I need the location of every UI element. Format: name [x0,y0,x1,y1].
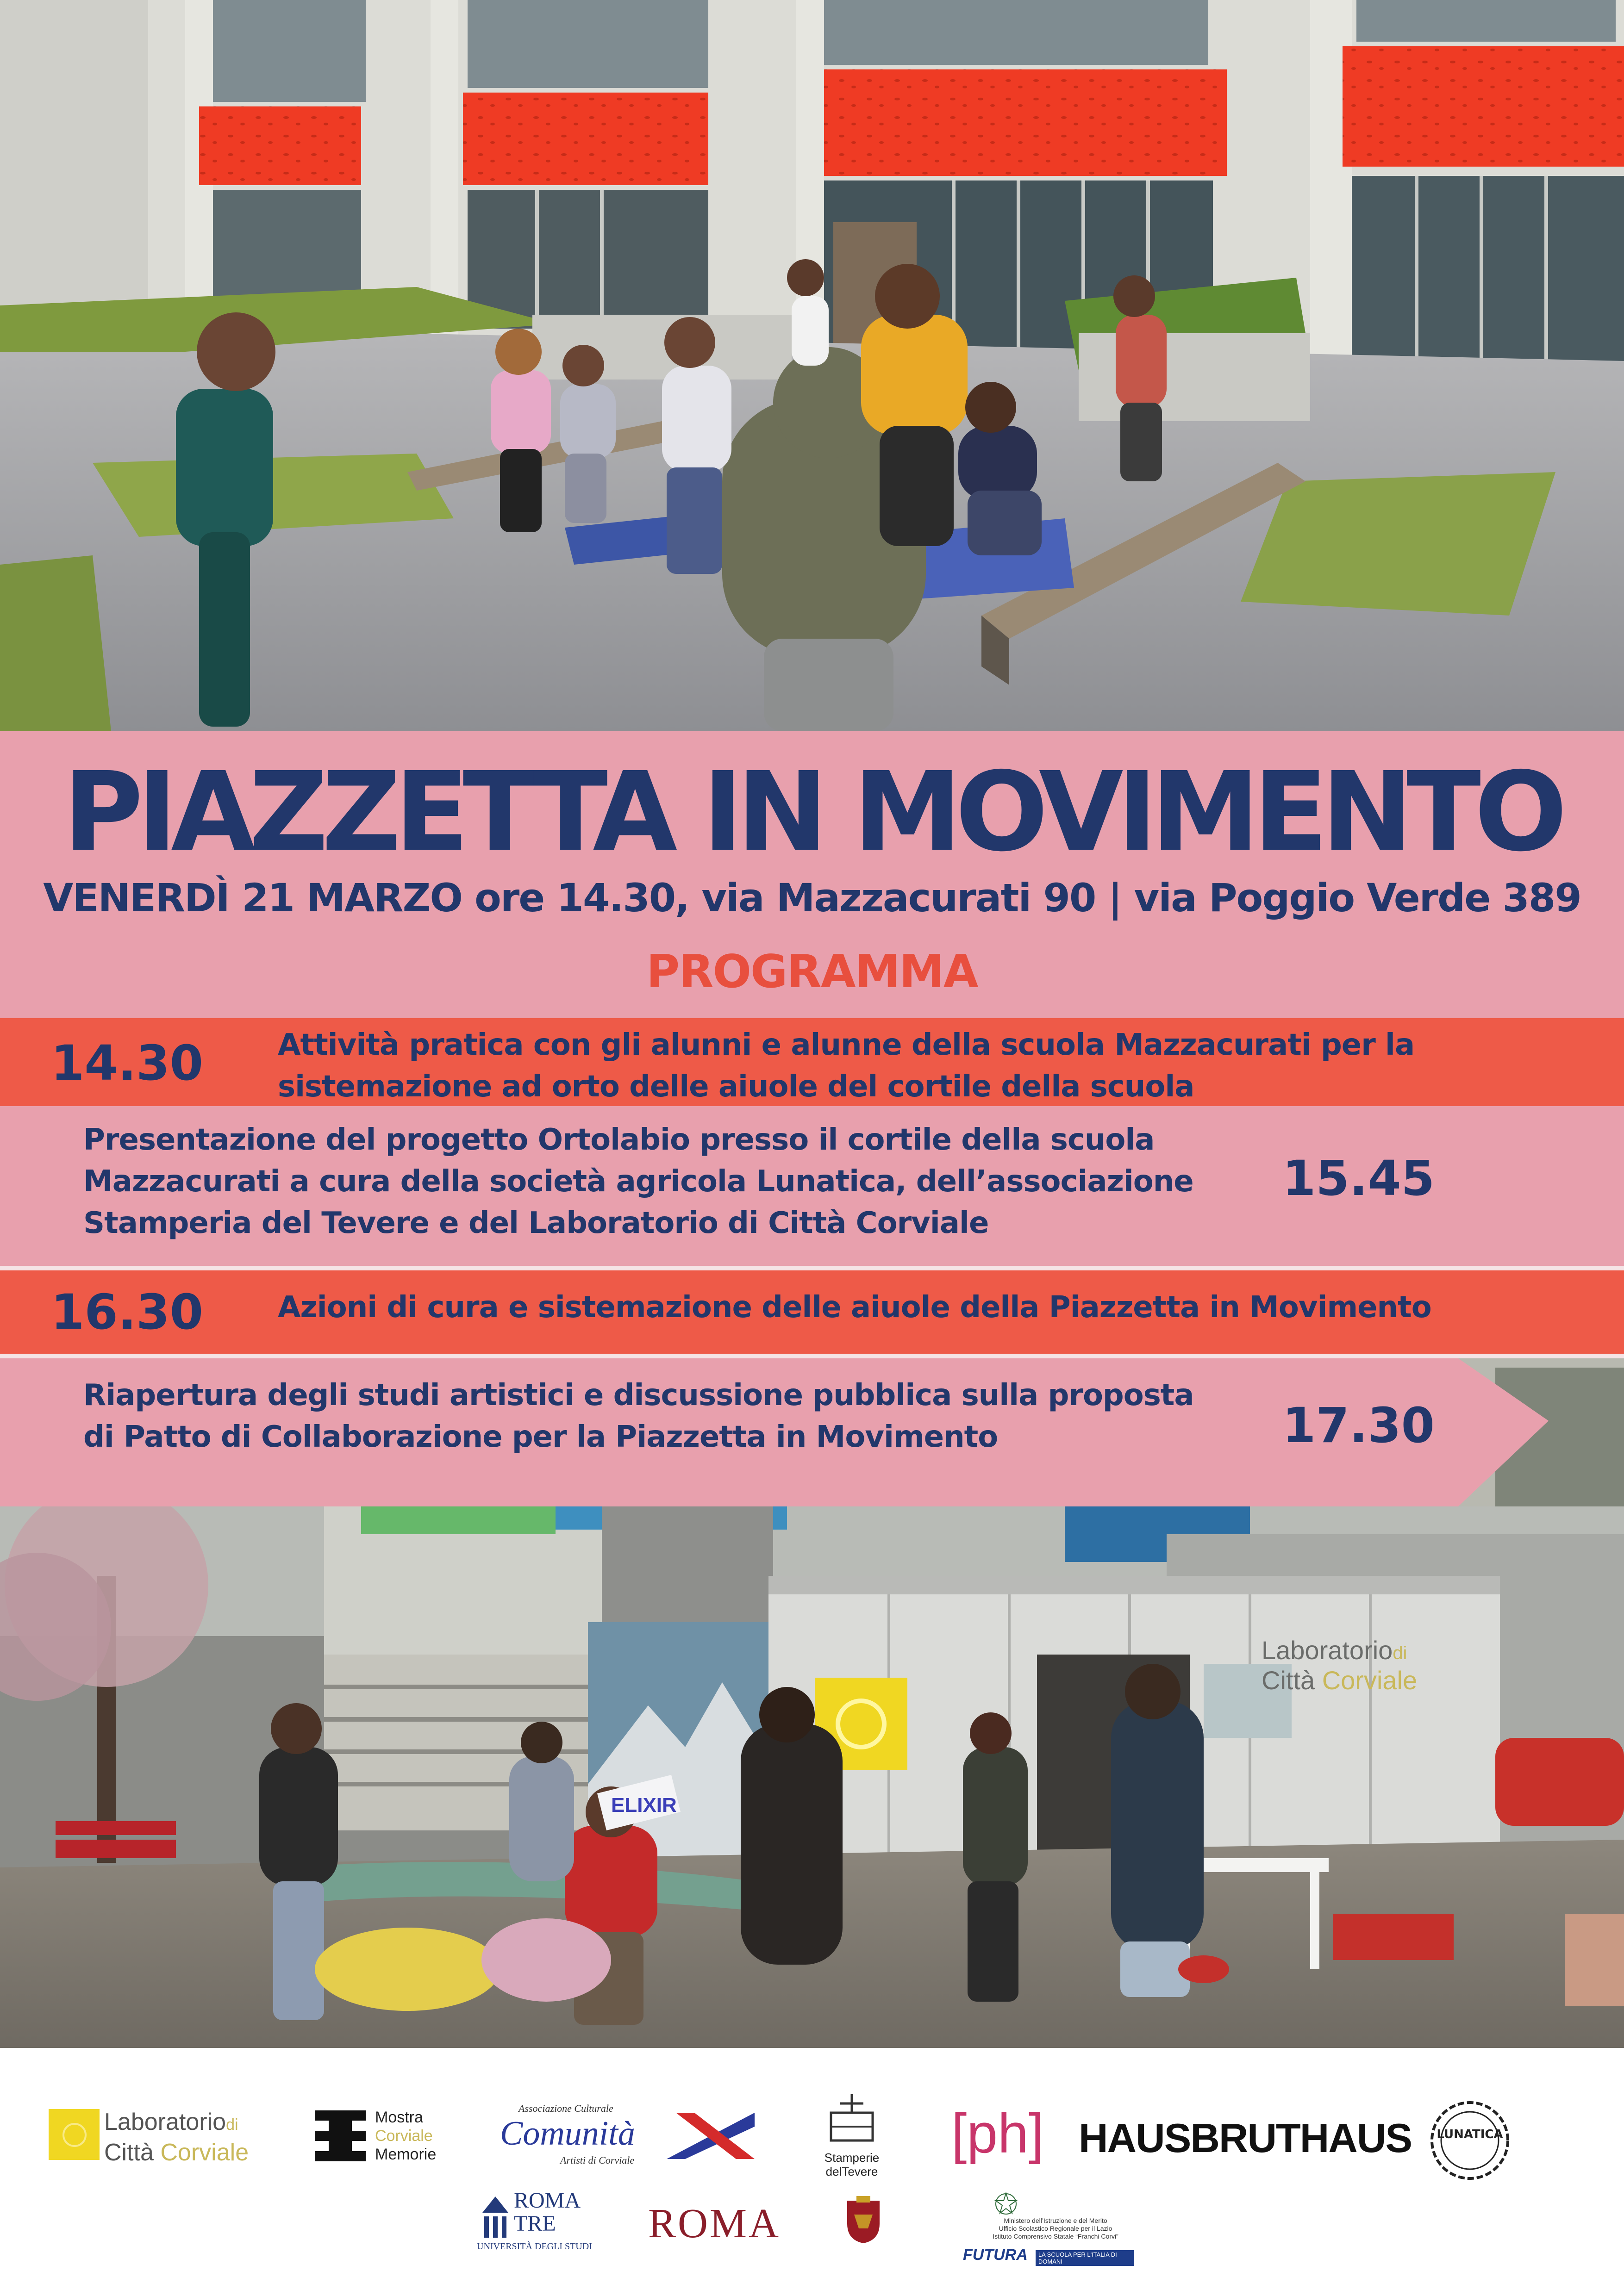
schoolyard-photo [0,0,1624,731]
romatre-logo: ROMA TRE [514,2188,581,2236]
ph-logo: [ph] [951,2103,1044,2165]
schedule-time: 16.30 [51,1284,203,1340]
bottom-photo [0,1506,1624,2048]
schedule-time: 17.30 [1282,1397,1435,1454]
event-subtitle: VENERDÌ 21 MARZO ore 14.30, via Mazzacurati 90 | via Poggio Verde 389 [43,875,1581,921]
hausbruthaus-logo: HAUSBRUTHAUS [1079,2115,1412,2161]
container-sign-line1: Laboratorio [1262,1636,1393,1665]
programma-heading: PROGRAMMA [646,946,978,998]
lab-corviale-logo: Laboratoriodi Città Corviale [104,2109,249,2166]
banner-text: ELIXIR [611,1794,677,1817]
futura-logo: FUTURA LA SCUOLA PER L'ITALIA DI DOMANI [963,2246,1134,2265]
schedule-time: 15.45 [1282,1150,1435,1207]
schedule-time: 14.30 [51,1035,203,1091]
stamperie-icon [826,2094,877,2150]
container-sign-line2: Città [1262,1666,1315,1695]
piazzetta-photo [0,1506,1624,2048]
page-title: PIAZZETTA IN MOVIMENTO [63,748,1561,876]
row-divider [0,1354,1624,1358]
schedule-description: Presentazione del progetto Ortolabio presso il cortile della scuola Mazzacurati a cura della società agricola Lunatica, dell’associazione Stamperia del Tevere e del Laboratorio di Città Corviale [83,1123,1193,1240]
mostra-memorie-logo: Mostra Corviale Memorie [375,2109,437,2163]
roma-shield-icon [845,2196,882,2245]
lab-corviale-logo-mark [49,2109,100,2160]
row-divider [0,1266,1624,1270]
schedule-description: Attività pratica con gli alunni e alunne della scuola Mazzacurati per la sistemazione ad orto delle aiuole del cortile della scuola [278,1028,1415,1104]
romatre-subtitle: UNIVERSITÀ DEGLI STUDI [477,2241,592,2252]
sponsor-logos [0,2048,1624,2296]
comunita-logo: Associazione Culturale Comunità Artisti di Corviale [500,2103,759,2167]
stamperie-logo: Stamperie delTevere [824,2151,880,2178]
comunita-x-icon [667,2113,755,2159]
mostra-memorie-icon [315,2110,366,2161]
schedule-description: Riapertura degli studi artistici e discussione pubblica sulla proposta di Patto di Collaborazione per la Piazzetta in Movimento [83,1378,1194,1454]
svg-text:Città Corviale: Città Corviale [1262,1666,1418,1695]
ministero-logo: Ministero dell’Istruzione e del Merito Ufficio Scolastico Regionale per il Lazio Istituto Comprensivo Statale “Franchi Corvi” [993,2217,1118,2240]
italy-emblem-icon [994,2192,1018,2215]
svg-text:Laboratoriodi: Laboratoriodi [1262,1636,1407,1665]
roma-logo: ROMA [648,2201,781,2246]
top-photo [0,0,1624,731]
lunatica-logo: LUNATICA [1437,2128,1503,2141]
romatre-icon [481,2194,509,2240]
schedule-description: Azioni di cura e sistemazione delle aiuole della Piazzetta in Movimento [278,1290,1431,1325]
